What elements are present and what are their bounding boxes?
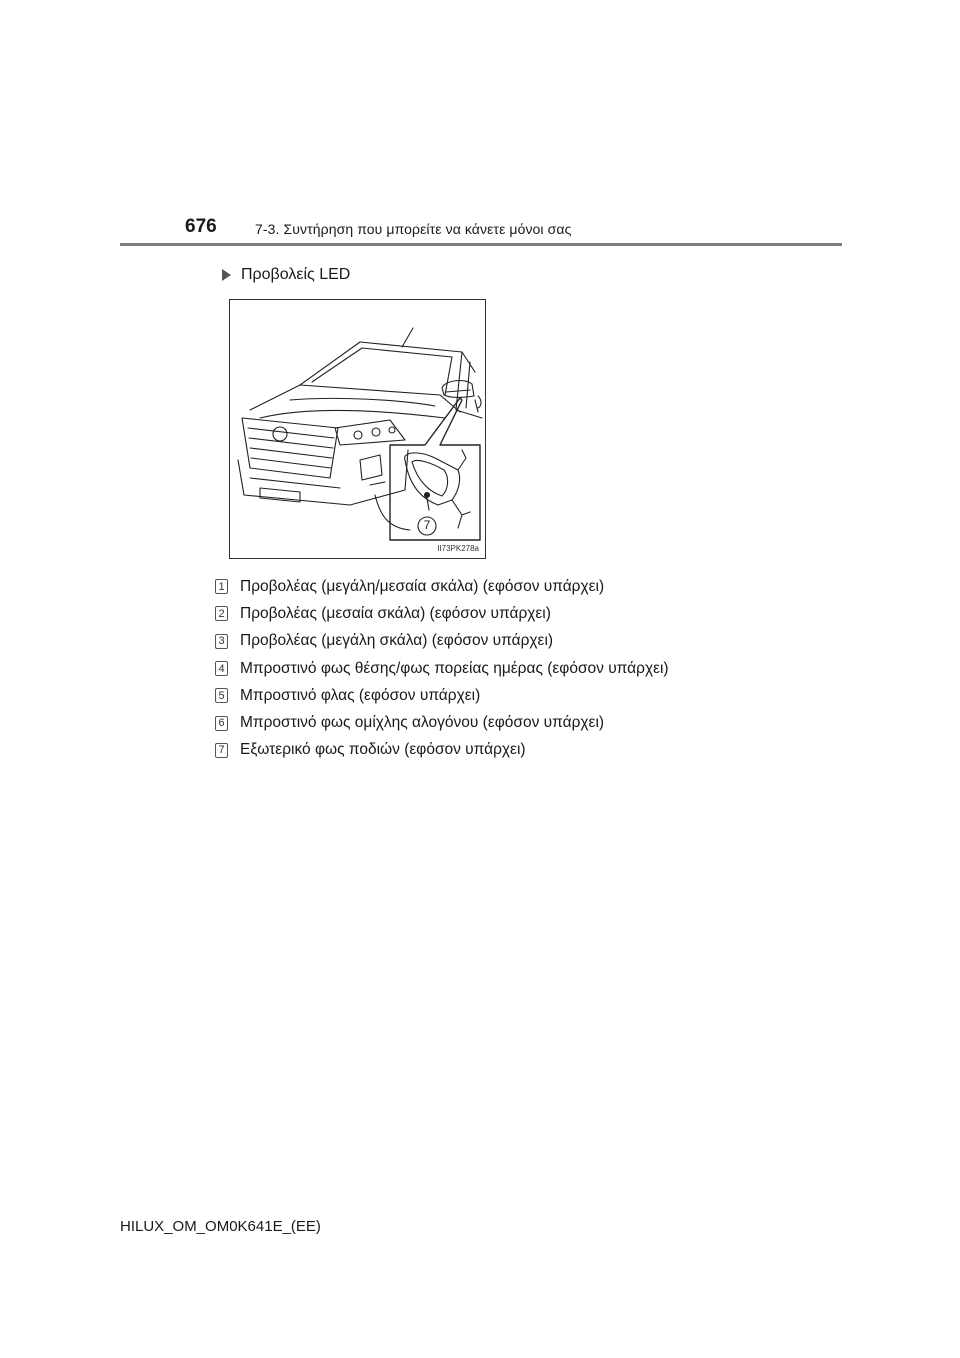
- legend-number-badge: 5: [215, 688, 228, 703]
- legend-item: [215, 628, 669, 655]
- section-title: 7-3. Συντήρηση που μπορείτε να κάνετε μόνοι σας: [255, 221, 572, 237]
- legend-text: Μπροστινό φως ομίχλης αλογόνου (εφόσον υπάρχει): [240, 714, 605, 732]
- legend-item: [215, 682, 669, 709]
- document-footer-code: HILUX_OM_OM0K641E_(EE): [120, 1218, 321, 1235]
- vehicle-illustration: [229, 299, 486, 559]
- legend-text: Προβολέας (μεγάλη σκάλα) (εφόσον υπάρχει): [240, 632, 554, 650]
- legend-list: [215, 573, 669, 764]
- legend-item: [215, 709, 669, 736]
- callout-number: 7: [423, 518, 431, 532]
- legend-text: Μπροστινό φως θέσης/φως πορείας ημέρας (εφόσον υπάρχει): [240, 659, 669, 677]
- legend-text: Προβολέας (μεγάλη/μεσαία σκάλα) (εφόσον υπάρχει): [240, 577, 605, 595]
- legend-item: [215, 573, 669, 600]
- legend-text: Μπροστινό φλας (εφόσον υπάρχει): [240, 686, 481, 704]
- legend-number-badge: 7: [215, 743, 228, 758]
- legend-number-badge: 6: [215, 716, 228, 731]
- legend-item: [215, 600, 669, 627]
- legend-item: [215, 655, 669, 682]
- page-number: 676: [185, 216, 217, 237]
- legend-text: Εξωτερικό φως ποδιών (εφόσον υπάρχει): [240, 741, 526, 759]
- legend-number-badge: 4: [215, 661, 228, 676]
- legend-number-badge: 1: [215, 579, 228, 594]
- figure-code: II73PK278a: [437, 544, 479, 553]
- legend-number-badge: 2: [215, 606, 228, 621]
- subheading-text: Προβολείς LED: [241, 266, 351, 283]
- subheading: [222, 266, 350, 284]
- legend-item: [215, 737, 669, 764]
- legend-number-badge: 3: [215, 634, 228, 649]
- legend-text: Προβολέας (μεσαία σκάλα) (εφόσον υπάρχει): [240, 604, 551, 622]
- header-divider: [120, 243, 842, 246]
- triangle-bullet-icon: [222, 269, 231, 281]
